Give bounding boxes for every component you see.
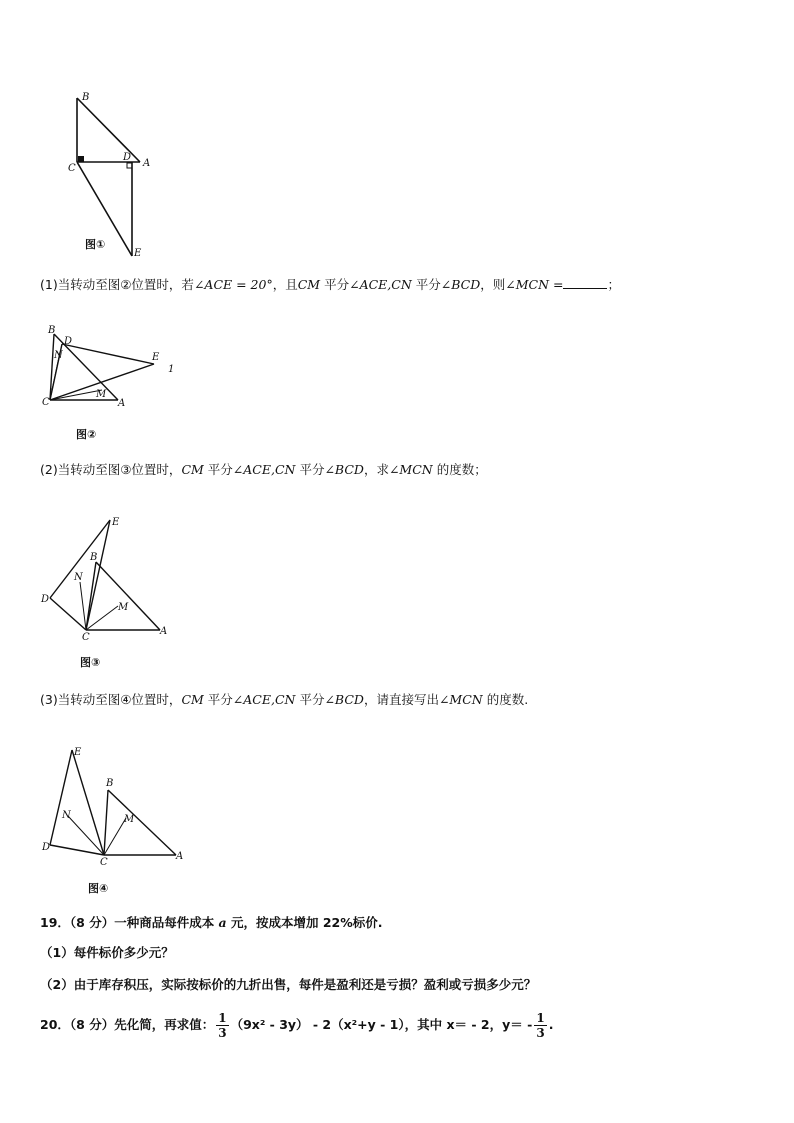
label-b: B xyxy=(90,552,98,563)
q18-part1: (1)当转动至图②位置时，若∠ACE = 20°，且CM 平分∠ACE,CN 平分∠BCD，则∠MCN = ； xyxy=(40,277,620,292)
label-a: A xyxy=(143,158,151,169)
figure-2-diagram xyxy=(38,322,188,442)
label-d: D xyxy=(123,152,132,163)
label-e: E xyxy=(112,517,120,528)
label-n: N xyxy=(74,572,83,583)
label-e: E xyxy=(152,352,160,363)
label-b: B xyxy=(48,325,56,336)
figure-2-caption: 图② xyxy=(76,428,97,441)
label-c: C xyxy=(100,857,108,868)
label-m: M xyxy=(118,602,129,613)
q19-part1: （1）每件标价多少元？ xyxy=(40,945,174,960)
figure-3 xyxy=(38,510,178,670)
label-a: A xyxy=(160,626,168,637)
label-a: A xyxy=(118,398,126,409)
figure-3-diagram xyxy=(38,510,178,670)
label-n: N xyxy=(54,350,63,361)
label-m: M xyxy=(96,389,107,400)
right-angle-mark-c xyxy=(78,156,84,162)
q19-part2: （2）由于库存积压，实际按标价的九折出售，每件是盈利还是亏损？盈利或亏损多少元？ xyxy=(40,977,537,992)
figure-1-caption: 图① xyxy=(85,238,106,251)
label-c: C xyxy=(82,632,90,643)
figure-4-caption: 图④ xyxy=(88,882,109,895)
label-c: C xyxy=(68,163,76,174)
label-b: B xyxy=(82,92,90,103)
label-a: A xyxy=(176,851,184,862)
figure-1 xyxy=(60,88,170,266)
figure-4 xyxy=(38,740,188,900)
label-n: N xyxy=(62,810,71,821)
fraction-one-third: $\frac{1}{3}$ xyxy=(218,1011,227,1040)
figure-1-diagram xyxy=(60,88,170,266)
side-mark: 1 xyxy=(168,364,175,375)
q18-part1-num: (1) xyxy=(40,277,58,292)
label-e: E xyxy=(134,248,142,259)
answer-blank[interactable] xyxy=(563,276,607,289)
q18-part2: (2)当转动至图③位置时，CM 平分∠ACE,CN 平分∠BCD，求∠MCN 的度数； xyxy=(40,462,487,477)
figure-3-caption: 图③ xyxy=(80,656,101,669)
label-c: C xyxy=(42,397,50,408)
label-d: D xyxy=(41,594,50,605)
label-b: B xyxy=(106,778,114,789)
label-m: M xyxy=(124,814,135,825)
fraction-one-third-2: $\frac{1}{3}$ xyxy=(536,1011,545,1040)
figure-2 xyxy=(38,322,188,442)
label-d: D xyxy=(64,336,73,347)
q20: 20．（8 分）先化简，再求值： $\frac{1}{3}$ （9x² - 3y） - 2（x²+y - 1），其中 x＝ - 2，y＝ - $\frac{1}{3}$ . xyxy=(40,1011,554,1040)
label-d: D xyxy=(42,842,51,853)
q19-head: 19．（8 分）一种商品每件成本 a 元，按成本增加 22%标价. xyxy=(40,915,383,930)
figure-4-diagram xyxy=(38,740,188,900)
label-e: E xyxy=(74,747,82,758)
q18-part3: (3)当转动至图④位置时，CM 平分∠ACE,CN 平分∠BCD，请直接写出∠MCN 的度数. xyxy=(40,692,529,707)
